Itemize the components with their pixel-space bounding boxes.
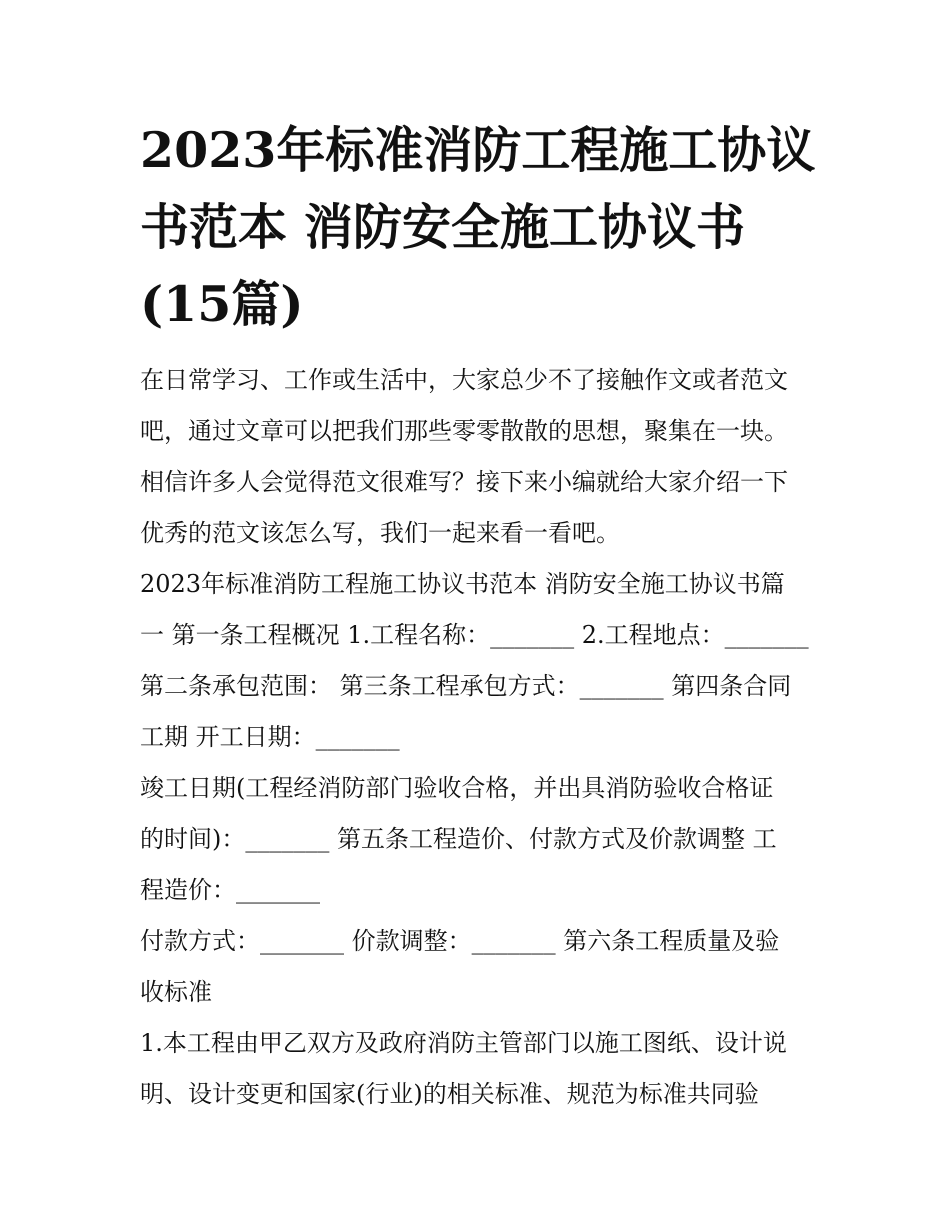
body-line: 吧，通过文章可以把我们那些零零散散的思想，聚集在一块。 — [140, 417, 788, 445]
body-line: 的时间)：_______ 第五条工程造价、付款方式及价款调整 工 — [140, 825, 777, 853]
body-line: 竣工日期(工程经消防部门验收合格，并出具消防验收合格证 — [140, 774, 774, 802]
body-line: 收标准 — [140, 978, 212, 1006]
body-line: 明、设计变更和国家(行业)的相关标准、规范为标准共同验 — [140, 1080, 759, 1108]
body-line: 付款方式：_______ 价款调整：_______ 第六条工程质量及验 — [140, 927, 780, 955]
body-line: 工期 开工日期：_______ — [140, 723, 400, 751]
body-line: 程造价：_______ — [140, 876, 320, 904]
title-line: (15篇) — [140, 275, 304, 333]
document-title — [140, 112, 830, 343]
body-line: 优秀的范文该怎么写，我们一起来看一看吧。 — [140, 519, 620, 547]
body-line: 在日常学习、工作或生活中，大家总少不了接触作文或者范文 — [140, 366, 788, 394]
body-line: 一 第一条工程概况 1.工程名称：_______ 2.工程地点：_______ — [140, 621, 809, 649]
document-body — [140, 355, 820, 1120]
title-line: 书范本 消防安全施工协议书 — [140, 198, 746, 256]
body-line: 第二条承包范围： 第三条工程承包方式：_______ 第四条合同 — [140, 672, 792, 700]
body-line: 2023年标准消防工程施工协议书范本 消防安全施工协议书篇 — [140, 570, 785, 598]
title-line: 2023年标准消防工程施工协议 — [140, 121, 816, 179]
body-line: 1.本工程由甲乙双方及政府消防主管部门以施工图纸、设计说 — [140, 1029, 787, 1057]
body-line: 相信许多人会觉得范文很难写？接下来小编就给大家介绍一下 — [140, 468, 788, 496]
